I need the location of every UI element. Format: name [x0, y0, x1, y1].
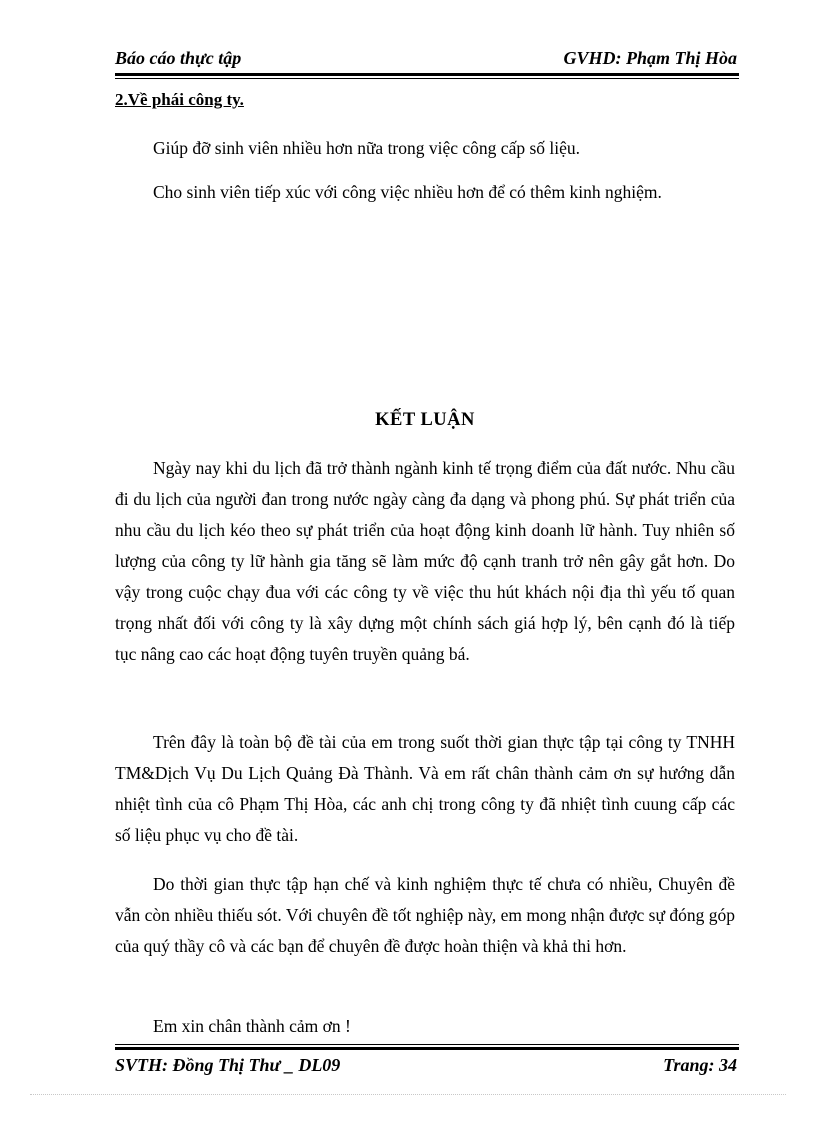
- header-rule-thick: [115, 73, 739, 76]
- footer-page-number: Trang: 34: [663, 1055, 737, 1075]
- header-supervisor: GVHD: Phạm Thị Hòa: [563, 48, 737, 68]
- section-heading: 2.Về phái công ty.: [115, 90, 244, 109]
- conclusion-paragraph-4: Em xin chân thành cảm ơn !: [153, 1016, 351, 1036]
- conclusion-paragraph-1: Ngày nay khi du lịch đã trở thành ngành kinh tế trọng điểm của đất nước. Nhu cầu đi du lịch của người đan trong nước ngày càng đa dạng và phong phú. Sự phát triển của nhu cầu du lịch kéo theo sự phát triển của hoạt động kinh doanh lữ hành. Tuy nhiên số lượng của công ty lữ hành gia tăng sẽ làm mức độ cạnh tranh trở nên gây gắt hơn. Do vậy trong cuộc chạy đua với các công ty về việc thu hút khách nội địa thì yếu tố quan trọng nhất đối với công ty là xây dựng một chính sách giá hợp lý, bên cạnh đó là tiếp tục nâng cao các hoạt động tuyên truyền quảng bá.: [115, 458, 735, 664]
- page-bottom-dotted-line: [30, 1094, 786, 1095]
- header-rule-thin: [115, 78, 739, 79]
- page-header: [115, 48, 737, 72]
- conclusion-title: KẾT LUẬN: [375, 410, 475, 430]
- footer-rule-thick: [115, 1047, 739, 1050]
- section-paragraph-1: Giúp đỡ sinh viên nhiều hơn nữa trong việc công cấp số liệu.: [153, 138, 581, 158]
- page-footer: [115, 1055, 737, 1079]
- footer-student: SVTH: Đồng Thị Thư _ DL09: [115, 1055, 341, 1075]
- section-paragraph-2: Cho sinh viên tiếp xúc với công việc nhiều hơn để có thêm kinh nghiệm.: [153, 182, 662, 202]
- conclusion-paragraph-3: Do thời gian thực tập hạn chế và kinh nghiệm thực tế chưa có nhiều, Chuyên đề vẫn còn nhiều thiếu sót. Với chuyên đề tốt nghiệp này, em mong nhận được sự đóng góp của quý thầy cô và các bạn để chuyên đề được hoàn thiện và khả thi hơn.: [115, 874, 735, 956]
- header-report-title: Báo cáo thực tập: [115, 48, 242, 68]
- conclusion-paragraph-2: Trên đây là toàn bộ đề tài của em trong suốt thời gian thực tập tại công ty TNHH TM&Dịch Vụ Du Lịch Quảng Đà Thành. Và em rất chân thành cảm ơn sự hướng dẫn nhiệt tình của cô Phạm Thị Hòa, các anh chị trong công ty đã nhiệt tình cuung cấp các số liệu phục vụ cho đề tài.: [115, 732, 735, 845]
- footer-rule-thin: [115, 1044, 739, 1045]
